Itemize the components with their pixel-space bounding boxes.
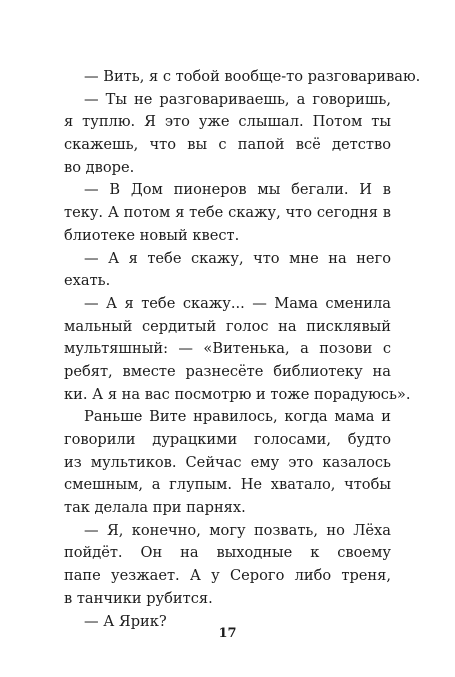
text-line: говорили дурацкими голосами, будто <box>64 431 391 448</box>
page-number: 17 <box>218 626 237 641</box>
text-line: пойдёт. Он на выходные к своему <box>64 544 391 562</box>
text-line: так делала при парнях. <box>64 499 246 517</box>
text-line: — В Дом пионеров мы бегали. И в <box>84 181 391 199</box>
text-line: — Ты не разговариваешь, а говоришь, <box>84 90 391 108</box>
text-line: теку. А потом я тебе скажу, что сегодня в <box>64 204 391 222</box>
text-line: ехать. <box>64 272 111 290</box>
text-line: — А я тебе скажу, что мне на него <box>84 249 391 267</box>
text-line: — Я, конечно, могу позвать, но Лёха <box>84 521 391 539</box>
text-line: во дворе. <box>64 158 135 176</box>
text-line: папе уезжает. А у Серого либо треня, <box>64 567 391 585</box>
text-line: блиотеке новый квест. <box>64 226 240 244</box>
text-line: мультяшный: — «Витенька, а позови с <box>64 340 391 358</box>
text-line: ребят, вместе разнесёте библиотеку на <box>64 362 391 380</box>
body-text <box>64 66 421 633</box>
text-line: ки. А я на вас посмотрю и тоже порадуюсь». <box>64 385 411 403</box>
text-line: в танчики рубится. <box>64 589 213 607</box>
text-line: Раньше Вите нравилось, когда мама и <box>84 408 391 426</box>
text-line: — А я тебе скажу... — Мама сменила <box>84 294 391 312</box>
text-line: я туплю. Я это уже слышал. Потом ты <box>64 113 391 131</box>
text-line: смешным, а глупым. Не хватало, чтобы <box>64 476 391 494</box>
text-line: скажешь, что вы с папой всё детство <box>64 136 391 154</box>
text-line: из мультиков. Сейчас ему это казалось <box>64 453 391 471</box>
text-line: мальный сердитый голос на писклявый <box>64 317 391 335</box>
text-line: — Вить, я с тобой вообще-то разговариваю. <box>84 68 421 85</box>
text-line: — А Ярик? <box>84 612 167 630</box>
